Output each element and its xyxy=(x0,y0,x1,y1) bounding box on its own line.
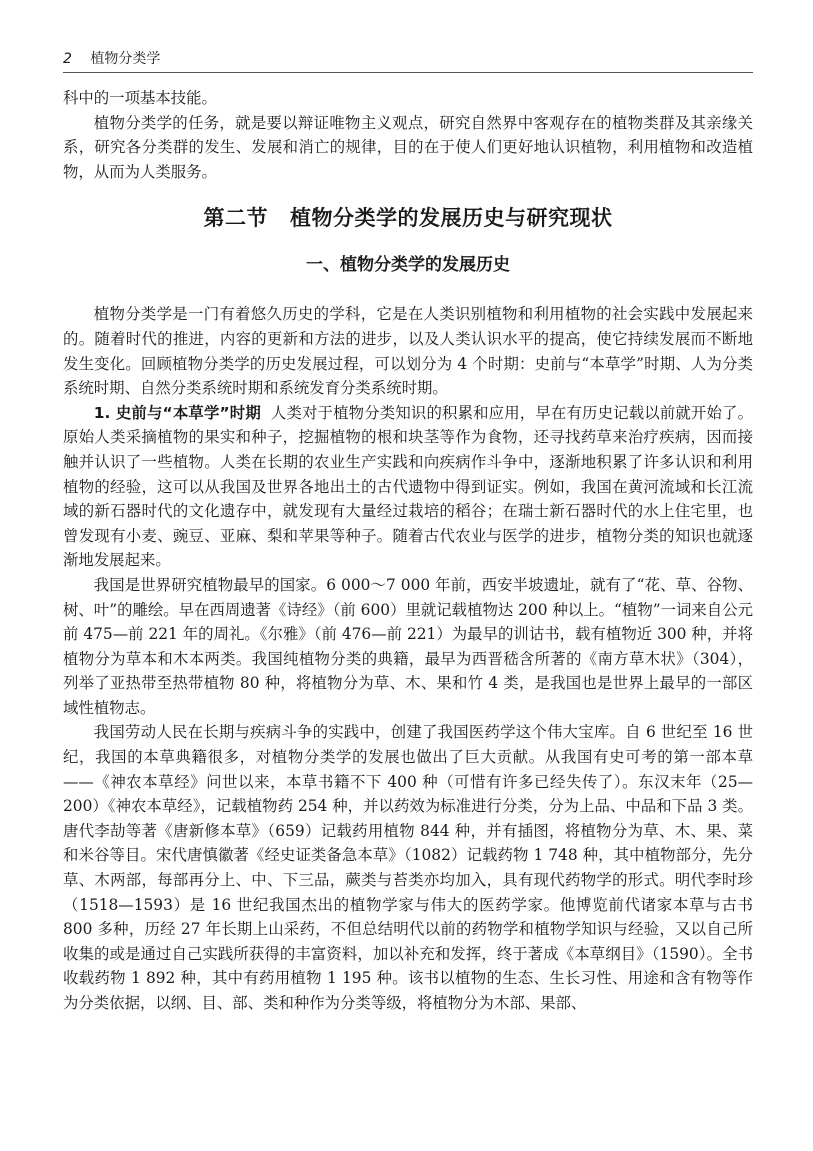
page-body xyxy=(63,86,753,1016)
paragraph-continued: 科中的一项基本技能。 xyxy=(63,89,217,107)
paragraph-period-1 xyxy=(63,401,753,573)
running-header xyxy=(63,46,753,73)
period-lead: 1. 史前与“本草学”时期 xyxy=(93,403,261,422)
paragraph: 植物分类学的任务，就是要以辩证唯物主义观点，研究自然界中客观存在的植物类群及其亲缘关系，研究各分类群的发生、发展和消亡的规律，目的在于使人们更好地认识植物，利用植物和改造植物，从而为人类服务。 xyxy=(63,113,753,181)
section-title: 植物分类学的发展历史与研究现状 xyxy=(290,206,613,231)
subsection-heading: 一、植物分类学的发展历史 xyxy=(306,255,510,276)
section-number: 第二节 xyxy=(203,206,268,231)
running-title: 植物分类学 xyxy=(90,51,161,67)
paragraph: 我国劳动人民在长期与疾病斗争的实践中，创建了我国医药学这个伟大宝库。自 6 世纪至 16 世纪，我国的本草典籍很多，对植物分类学的发展也做出了巨大贡献。从我国有史可考的第一部本草——《神农本草经》问世以来，本草书籍不下 400 种（可惜有许多已经失传了）。东汉末年（25—200）《神农本草经》，记载植物药 254 种，并以药效为标准进行分类，分为上品、中品和下品 3 类。唐代李劼等著《唐新修本草》（659）记载药用植物 844 种，并有插图，将植物分为草、木、果、菜和米谷等目。宋代唐慎徽著《经史证类备急本草》（1082）记载药物 1 748 种，其中植物部分，先分草、木两部，每部再分上、中、下三品，蕨类与苔类亦均加入，具有现代药物学的形式。明代李时珍（1518—1593）是 16 世纪我国杰出的植物学家与伟大的医药学家。他博览前代诸家本草与古书 800 多种，历经 27 年长期上山采药，不但总结明代以前的药物学和植物学知识与经验，又以自己所收集的或是通过自己实践所获得的丰富资料，加以补充和发挥，终于著成《本草纲目》（1590）。全书收载药物 1 892 种，其中有药用植物 1 195 种。该书以植物的生态、生长习性、用途和含有物等作为分类依据，以纲、目、部、类和种作为分类等级，将植物分为木部、果部、 xyxy=(63,723,753,1012)
paragraph: 我国是世界研究植物最早的国家。6 000～7 000 年前，西安半坡遗址，就有了“花、草、谷物、树、叶”的雕绘。早在西周遗著《诗经》（前 600）里就记载植物达 200 种以上。“植物”一词来自公元前 475—前 221 年的周礼。《尔雅》（前 476—前 221）为最早的训诂书，载有植物近 300 种，并将植物分为草本和木本两类。我国纯植物分类的典籍，最早为西晋嵇含所著的《南方草木状》（304），列举了亚热带至热带植物 80 种，将植物分为草、木、果和竹 4 类，是我国也是世界上最早的一部区域性植物志。 xyxy=(63,575,753,717)
page-number: 2 xyxy=(63,51,72,67)
period-text: 人类对于植物分类知识的积累和应用，早在有历史记载以前就开始了。原始人类采摘植物的果实和种子，挖掘植物的根和块茎等作为食物，还寻找药草来治疗疾病，因而接触并认识了一些植物。人类在长期的农业生产实践和向疾病作斗争中，逐渐地积累了许多认识和利用植物的经验，这可以从我国及世界各地出土的古代遗物中得到证实。例如，我国在黄河流域和长江流域的新石器时代的文化遗存中，就发现有大量经过栽培的稻谷；在瑞士新石器时代的水上住宅里，也曾发现有小麦、豌豆、亚麻、梨和苹果等种子。随着古代农业与医学的进步，植物分类的知识也就逐渐地发展起来。 xyxy=(63,403,753,570)
paragraph: 植物分类学是一门有着悠久历史的学科，它是在人类识别植物和利用植物的社会实践中发展起来的。随着时代的推进，内容的更新和方法的进步，以及人类认识水平的提高，使它持续发展而不断地发生变化。回顾植物分类学的历史发展过程，可以划分为 4 个时期：史前与“本草学”时期、人为分类系统时期、自然分类系统时期和系统发育分类系统时期。 xyxy=(63,305,753,398)
section-heading xyxy=(63,203,753,233)
